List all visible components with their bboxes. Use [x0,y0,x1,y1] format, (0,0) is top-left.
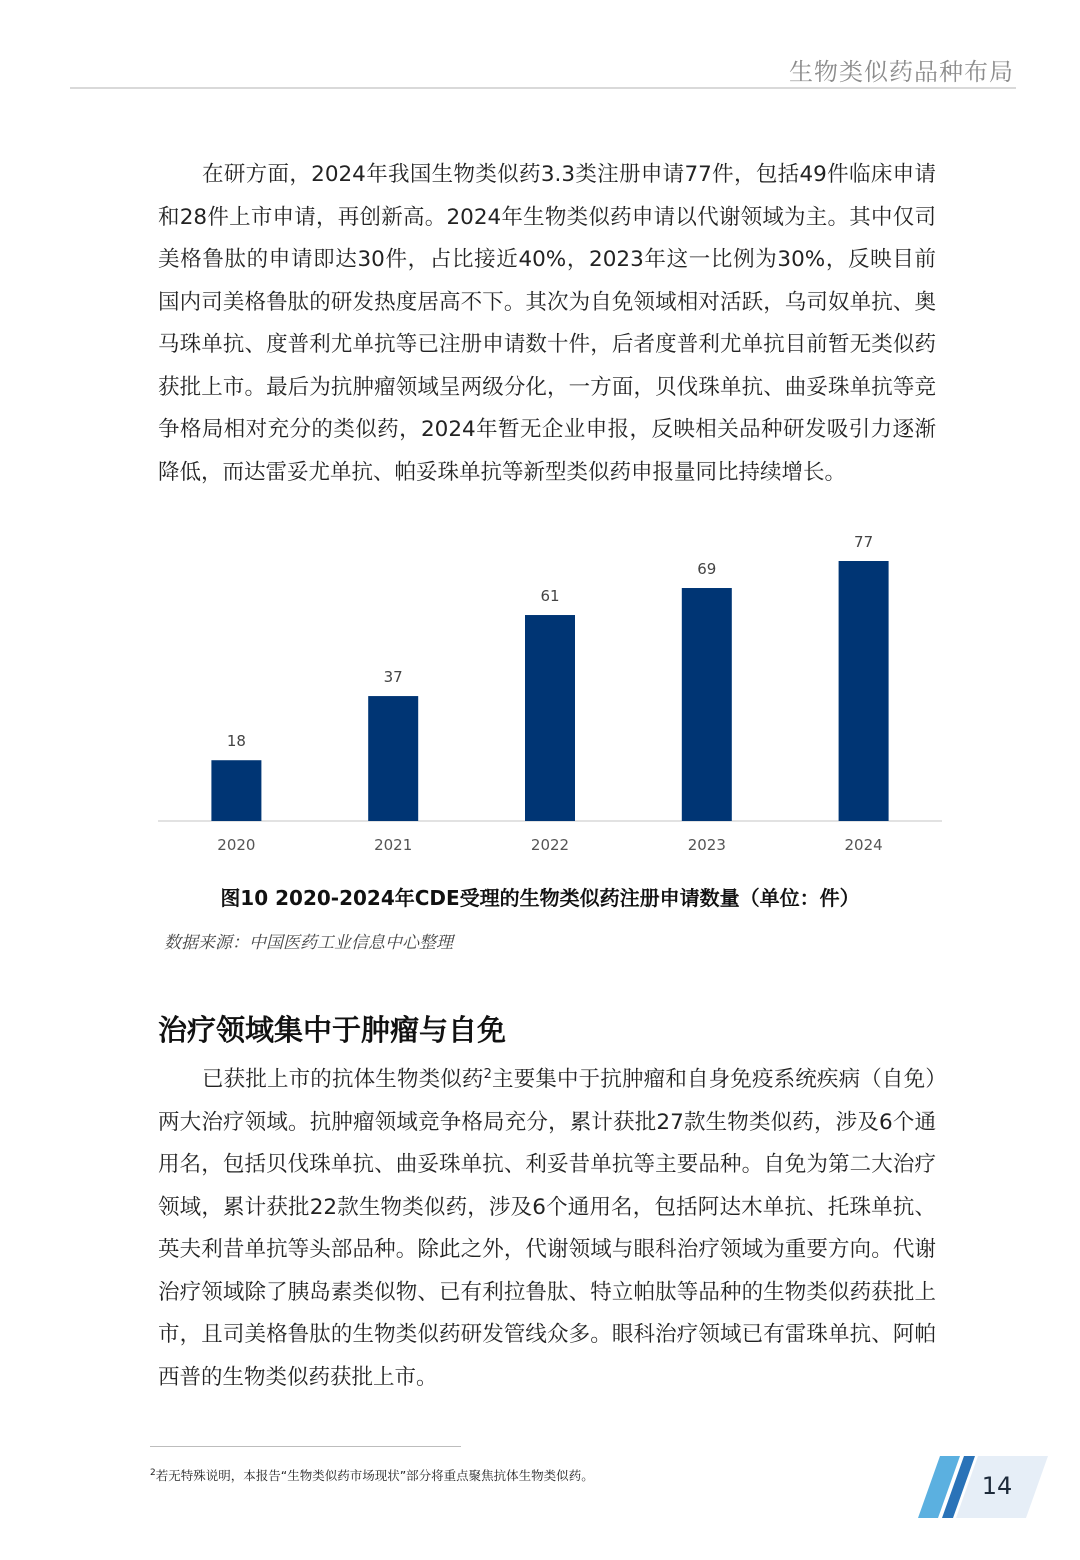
x-tick-2022: 2022 [530,836,570,854]
x-tick-2024: 2024 [844,836,883,854]
header-divider [70,87,1016,89]
data-label-2023: 69 [697,560,717,579]
header-title: 生物类似药品种布局 [789,58,1014,86]
paragraph-text-rest: 主要集中于抗肿瘤和自身免疫系统疾病（自免）两大治疗领域。抗肿瘤领域竞争格局充分，累计获批27款生物类似药，涉及6个通用名，包括贝伐珠单抗、曲妥珠单抗、利妥昔单抗等主要品种。自免为第二大治疗领域，累计获批22款生物类似药，涉及6个通用名，包括阿达木单抗、托珠单抗、英夫利昔单抗等头部品种。除此之外，代谢领域与眼科治疗领域为重要方向。代谢治疗领域除了胰岛素类似物、已有利拉鲁肽、特立帕肽等品种的生物类似药获批上市，且司美格鲁肽的生物类似药研发管线众多。眼科治疗领域已有雷珠单抗、阿帕西普的生物类似药获批上市。 [158,1067,936,1390]
bar-2024 [839,561,889,821]
x-tick-2020: 2020 [217,836,256,854]
body-paragraph [158,1059,936,1399]
footnote-text: 若无特殊说明，本报告“生物类似药市场现状”部分将重点聚焦抗体生物类似药。 [155,1468,594,1483]
section-heading: 治疗领域集中于肿瘤与自免 [158,1013,507,1047]
data-label-2024: 77 [854,533,874,551]
footnote-divider [150,1446,461,1447]
data-label-2021: 37 [383,668,403,687]
intro-paragraph: 在研方面，2024年我国生物类似药3.3类注册申请77件，包括49件临床申请和28件上市申请，再创新高。2024年生物类似药申请以代谢领域为主。其中仅司美格鲁肽的申请即达30件，占比接近40%，2023年这一比例为30%，反映目前国内司美格鲁肽的研发热度居高不下。其次为自免领域相对活跃，乌司奴单抗、奥马珠单抗、度普利尤单抗等已注册申请数十件，后者度普利尤单抗目前暂无类似药获批上市。最后为抗肿瘤领域呈两级分化，一方面，贝伐珠单抗、曲妥珠单抗等竞争格局相对充分的类似药，2024年暂无企业申报，反映相关品种研发吸引力逐渐降低，而达雷妥尤单抗、帕妥珠单抗等新型类似药申报量同比持续增长。 [158,162,936,485]
footnote-number: 2 [150,1467,156,1478]
figure-caption: 图10 2020-2024年CDE受理的生物类似药注册申请数量（单位：件） [220,886,860,910]
footnote [150,1466,594,1484]
data-label-2022: 61 [540,587,560,606]
x-tick-2021: 2021 [374,836,413,854]
paragraph-text-start: 已获批上市的抗体生物类似药 [202,1067,484,1092]
figure-source: 数据来源：中国医药工业信息中心整理 [164,933,453,953]
page-number: 14 [981,1472,1013,1500]
data-label-2020: 18 [226,732,246,751]
bar-2023 [682,588,732,821]
bar-2021 [368,696,418,821]
bar-2022 [525,615,575,821]
bar-2020 [211,760,261,821]
x-tick-2023: 2023 [687,836,726,854]
bar-chart [150,525,950,865]
footnote-reference: 2 [483,1066,492,1082]
